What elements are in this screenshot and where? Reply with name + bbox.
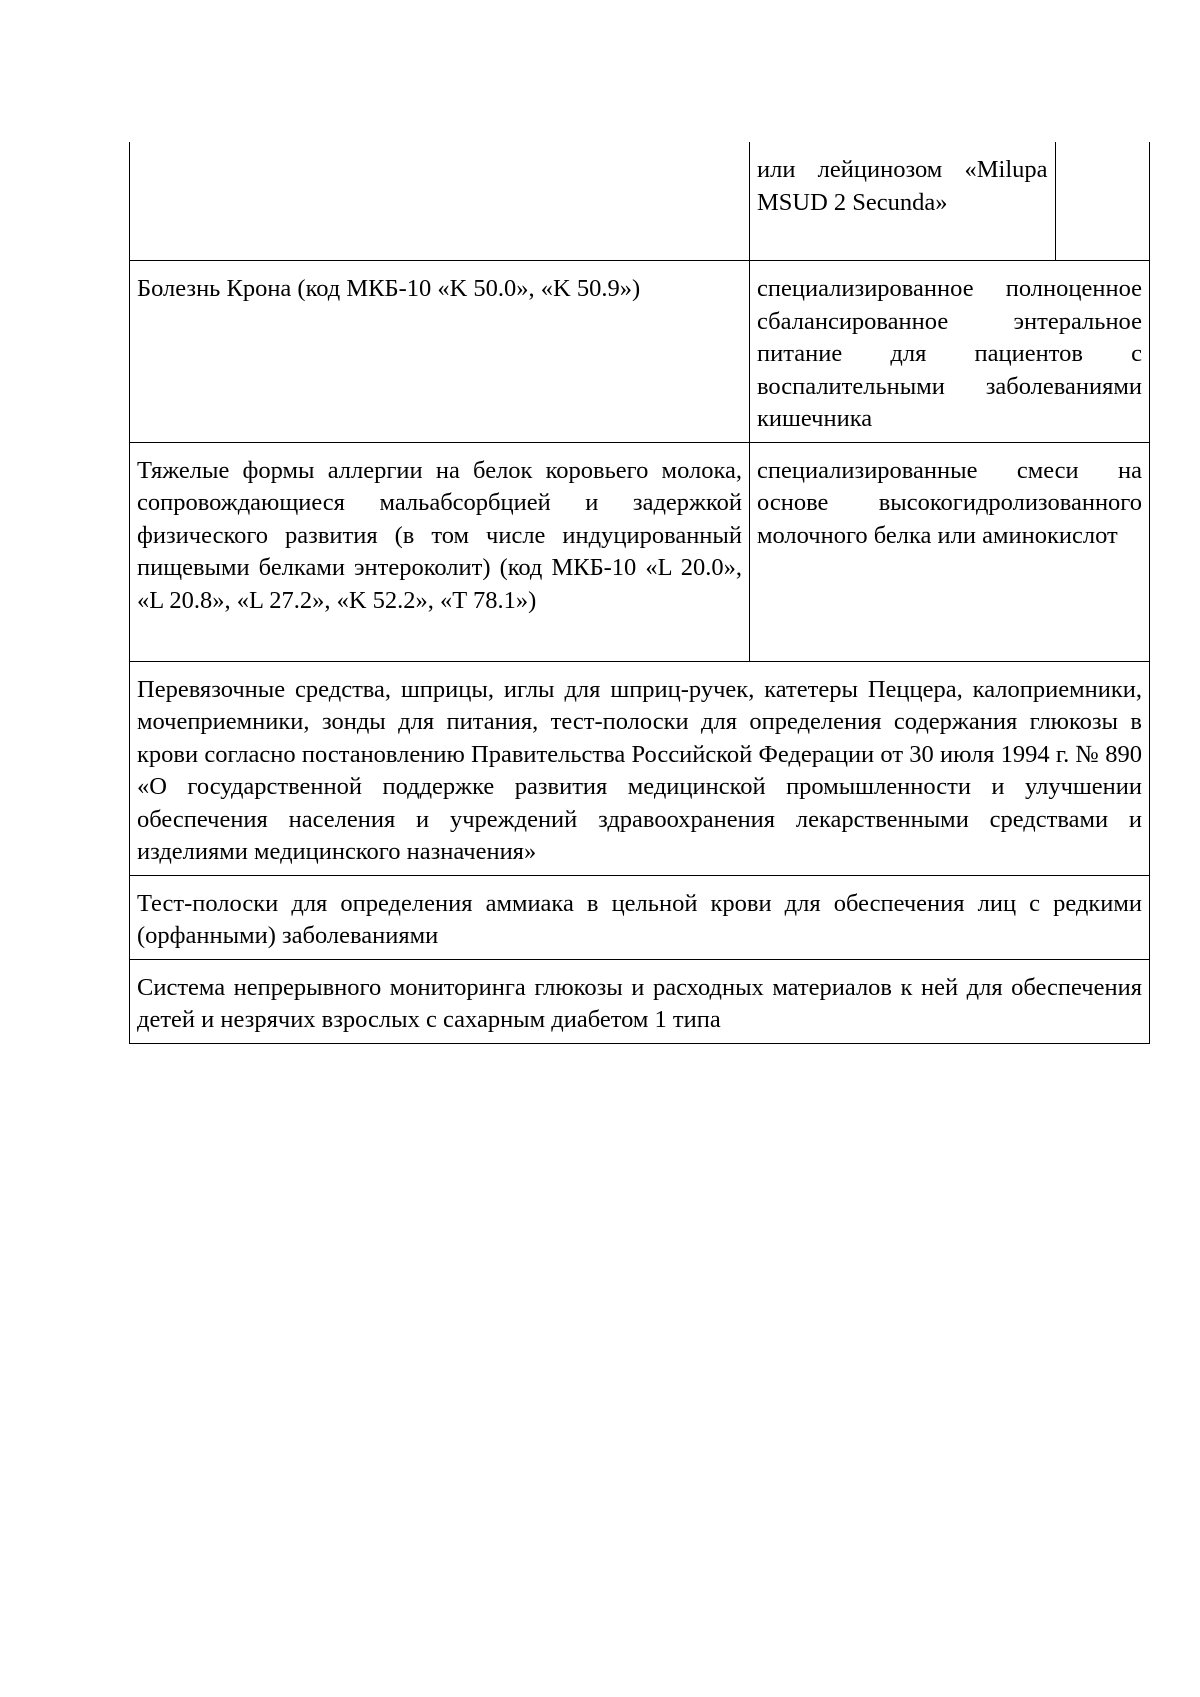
table-cell-nutrition [750, 261, 1150, 443]
table-row [130, 875, 1150, 959]
supplies-text: Перевязочные средства, шприцы, иглы для шприц-ручек, катетеры Пеццера, калоприемники, мочеприемники, зонды для питания, тест-полоски для определения содержания глюкозы в крови согласно постановлению Правительства Российской Федерации от 30 июля 1994 г. № 890 «О государственной поддержке развития медицинской промышленности и улучшении обеспечения населения и учреждений здравоохранения лекарственными средствами и изделиями медицинского назначения» [137, 675, 1142, 865]
table-row [130, 142, 1150, 261]
table-cell-nutrition [750, 142, 1150, 261]
table-cell-condition [130, 142, 750, 261]
table-cell-nutrition [750, 442, 1150, 661]
table-row [130, 661, 1150, 875]
table-cell-full [130, 959, 1150, 1043]
table-row [130, 959, 1150, 1043]
table-row [130, 261, 1150, 443]
nutrition-product-text: или лейцинозом «Milupa MSUD 2 Secunda» [757, 156, 1048, 216]
nutrition-text: специализированное полноценное сбалансированное энтеральное питание для пациентов с воспалительными заболеваниями кишечника [757, 275, 1142, 432]
table-cell-condition [130, 261, 750, 443]
ammonia-strips-text: Тест-полоски для определения аммиака в цельной крови для обеспечения лиц с редкими (орфанными) заболеваниями [137, 889, 1142, 949]
nutrition-extra-cell [1055, 142, 1150, 260]
table-cell-full [130, 875, 1150, 959]
table-cell-condition [130, 442, 750, 661]
nested-cell-table [750, 142, 1150, 260]
nutrition-text: специализированные смеси на основе высокогидролизованного молочного белка или аминокислот [757, 456, 1142, 549]
condition-text: Тяжелые формы аллергии на белок коровьего молока, сопровождающиеся мальабсорбцией и задержкой физического развития (в том числе индуцированный пищевыми белками энтероколит) (код МКБ-10 «L 20.0», «L 20.8», «L 27.2», «K 52.2», «T 78.1») [137, 456, 742, 614]
medical-supplies-table [129, 142, 1150, 1044]
condition-text: Болезнь Крона (код МКБ-10 «K 50.0», «K 50.9») [137, 275, 641, 302]
table-cell-full [130, 661, 1150, 875]
glucose-monitoring-text: Система непрерывного мониторинга глюкозы и расходных материалов к ней для обеспечения детей и незрячих взрослых с сахарным диабетом 1 типа [137, 973, 1142, 1033]
table-row [130, 442, 1150, 661]
nutrition-product-cell [750, 142, 1055, 260]
